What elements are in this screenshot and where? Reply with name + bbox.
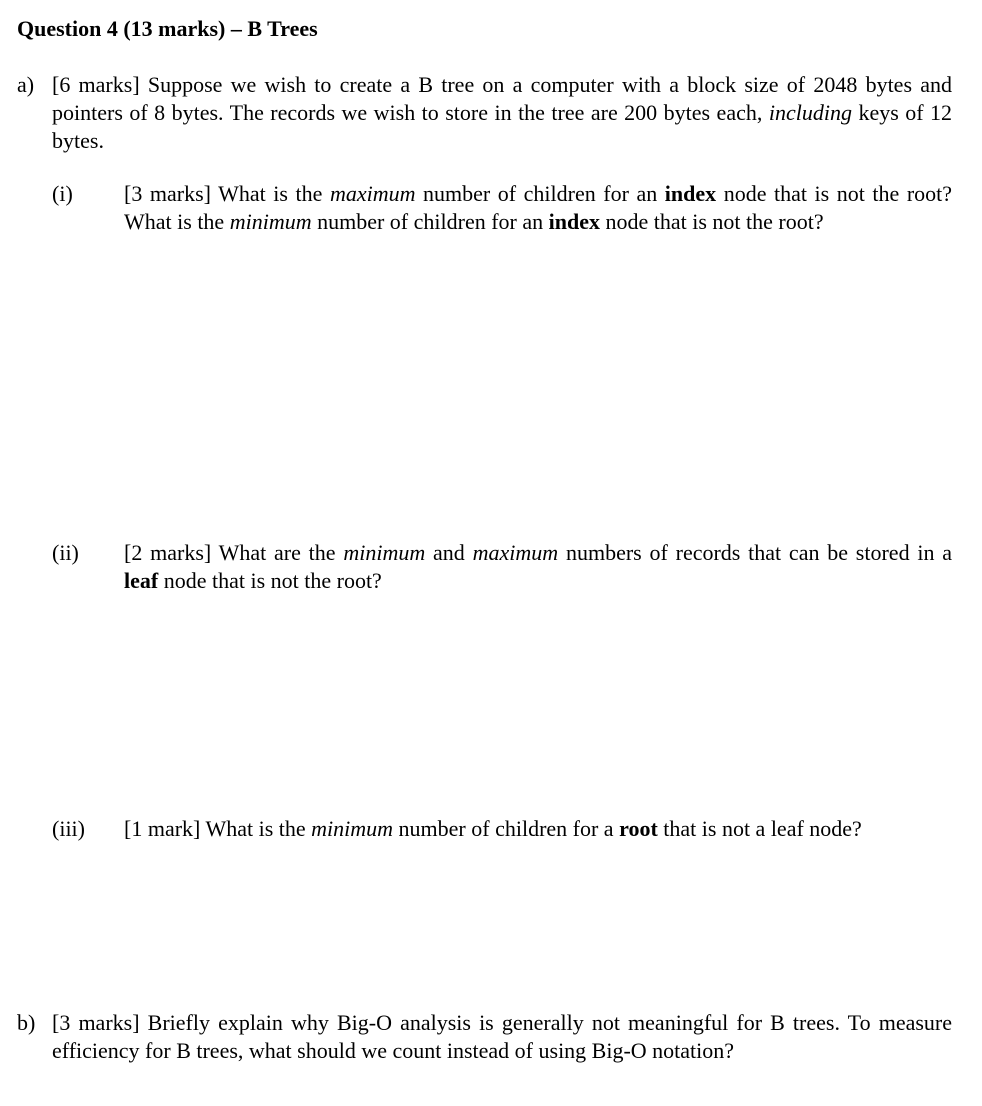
sub-ii-b1: leaf <box>124 568 159 593</box>
sub-i-t1: [3 marks] What is the <box>124 181 323 206</box>
sub-i-text <box>124 180 952 236</box>
sub-ii-t4: node that is not the root? <box>163 568 382 593</box>
sub-iii-b1: root <box>619 816 658 841</box>
part-a-intro <box>52 71 952 155</box>
sub-iii-t1: [1 mark] What is the <box>124 816 306 841</box>
part-a-intro-line2: and pointers of 8 bytes. The records we wish to store in the tree are 200 bytes each, <box>52 72 953 125</box>
sub-iii-text <box>124 815 952 843</box>
part-b-text: [3 marks] Briefly explain why Big-O analysis is generally not meaningful for B trees. To measure efficiency for B trees, what should we count instead of using Big-O notation? <box>52 1010 952 1063</box>
sub-ii-label: (ii) <box>52 540 79 565</box>
sub-i-t4: number of children for an <box>317 209 544 234</box>
sub-i-em1: maximum <box>329 181 416 206</box>
part-a-label: a) <box>17 72 35 97</box>
sub-i-t5: node that is not the root? <box>605 209 824 234</box>
part-b-label: b) <box>17 1010 36 1035</box>
part-a-intro-line3: keys of 12 bytes. <box>52 100 953 153</box>
sub-i-t3: node that is not the root? What is the <box>124 181 953 234</box>
sub-i-t2: number of children for an <box>423 181 658 206</box>
sub-iii-t3: that is not a leaf node? <box>663 816 862 841</box>
question-title: Question 4 (13 marks) – B Trees <box>17 16 318 41</box>
sub-ii-t3: numbers of records that can be stored in a <box>565 540 953 565</box>
sub-ii-t2: and <box>433 540 465 565</box>
sub-iii-t2: number of children for a <box>398 816 614 841</box>
part-a-intro-emphasis: including <box>768 100 852 125</box>
sub-i-label: (i) <box>52 181 73 206</box>
sub-i-em2: minimum <box>229 209 312 234</box>
sub-ii-em1: minimum <box>343 540 426 565</box>
sub-i-b1: index <box>664 181 717 206</box>
sub-ii-t1: [2 marks] What are the <box>124 540 336 565</box>
part-a-intro-line1: [6 marks] Suppose we wish to create a B tree on a computer with a block size of 2048 bytes <box>52 72 913 97</box>
sub-iii-label: (iii) <box>52 816 85 841</box>
sub-ii-em2: maximum <box>472 540 559 565</box>
sub-iii-em1: minimum <box>311 816 394 841</box>
sub-i-b2: index <box>548 209 600 234</box>
sub-ii-text <box>124 539 952 595</box>
